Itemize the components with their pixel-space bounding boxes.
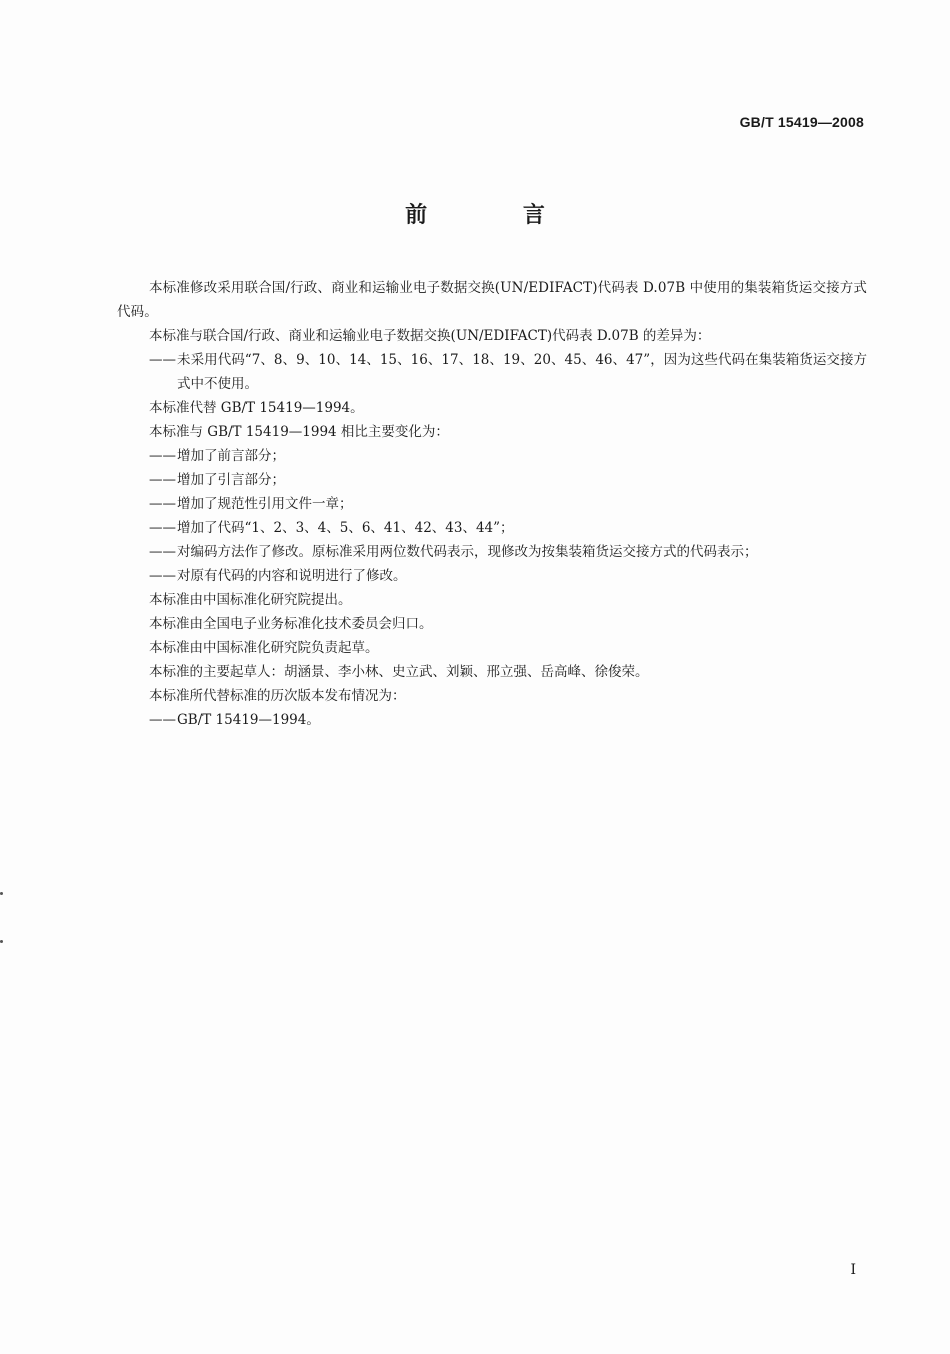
dash-list-item — [117, 516, 867, 540]
dash-mark: —— — [149, 496, 176, 512]
dash-mark: —— — [149, 544, 176, 560]
scan-speck — [0, 940, 3, 943]
body-paragraph: 本标准所代替标准的历次版本发布情况为： — [149, 688, 406, 704]
dash-mark: —— — [149, 712, 176, 728]
standard-code-header: GB/T 15419—2008 — [739, 114, 864, 130]
body-paragraph: 本标准修改采用联合国/行政、商业和运输业电子数据交换(UN/EDIFACT)代码表 D.07B 中使用的集装箱货运交接方式代码。 — [117, 280, 867, 320]
dash-list-item — [117, 540, 867, 564]
dash-list-item — [117, 564, 867, 588]
page-number: I — [850, 1262, 856, 1278]
dash-mark: —— — [149, 448, 176, 464]
dash-item-text: 增加了代码“1、2、3、4、5、6、41、42、43、44”； — [177, 520, 514, 536]
body-paragraph: 本标准与 GB/T 15419—1994 相比主要变化为： — [149, 424, 449, 440]
dash-item-text: 增加了前言部分； — [177, 448, 285, 464]
dash-list-item — [117, 468, 867, 492]
dash-mark: —— — [149, 472, 176, 488]
dash-mark: —— — [149, 520, 176, 536]
dash-item-text: 增加了引言部分； — [177, 472, 285, 488]
body-paragraph: 本标准由中国标准化研究院负责起草。 — [149, 640, 379, 656]
dash-list-item — [117, 492, 867, 516]
dash-item-text: 对编码方法作了修改。原标准采用两位数代码表示，现修改为按集装箱货运交接方式的代码表示； — [177, 544, 758, 560]
body-paragraph: 本标准代替 GB/T 15419—1994。 — [149, 400, 364, 416]
dash-item-text: 未采用代码“7、8、9、10、14、15、16、17、18、19、20、45、46、47”，因为这些代码在集装箱货运交接方式中不使用。 — [177, 352, 867, 392]
body-paragraph: 本标准与联合国/行政、商业和运输业电子数据交换(UN/EDIFACT)代码表 D.07B 的差异为： — [149, 328, 711, 344]
dash-list-item — [117, 444, 867, 468]
dash-list-item — [117, 708, 867, 732]
foreword-body — [117, 276, 867, 732]
scan-speck — [0, 892, 3, 895]
body-paragraph: 本标准由中国标准化研究院提出。 — [149, 592, 352, 608]
dash-mark: —— — [149, 352, 176, 368]
body-paragraph: 本标准由全国电子业务标准化技术委员会归口。 — [149, 616, 433, 632]
dash-mark: —— — [149, 568, 176, 584]
page-title: 前 言 — [405, 203, 589, 228]
dash-item-text: 增加了规范性引用文件一章； — [177, 496, 353, 512]
dash-item-text: GB/T 15419—1994。 — [177, 712, 320, 728]
dash-list-item — [117, 348, 867, 396]
dash-item-text: 对原有代码的内容和说明进行了修改。 — [177, 568, 407, 584]
body-paragraph: 本标准的主要起草人：胡涵景、李小林、史立武、刘颖、邢立强、岳高峰、徐俊荣。 — [149, 664, 649, 680]
